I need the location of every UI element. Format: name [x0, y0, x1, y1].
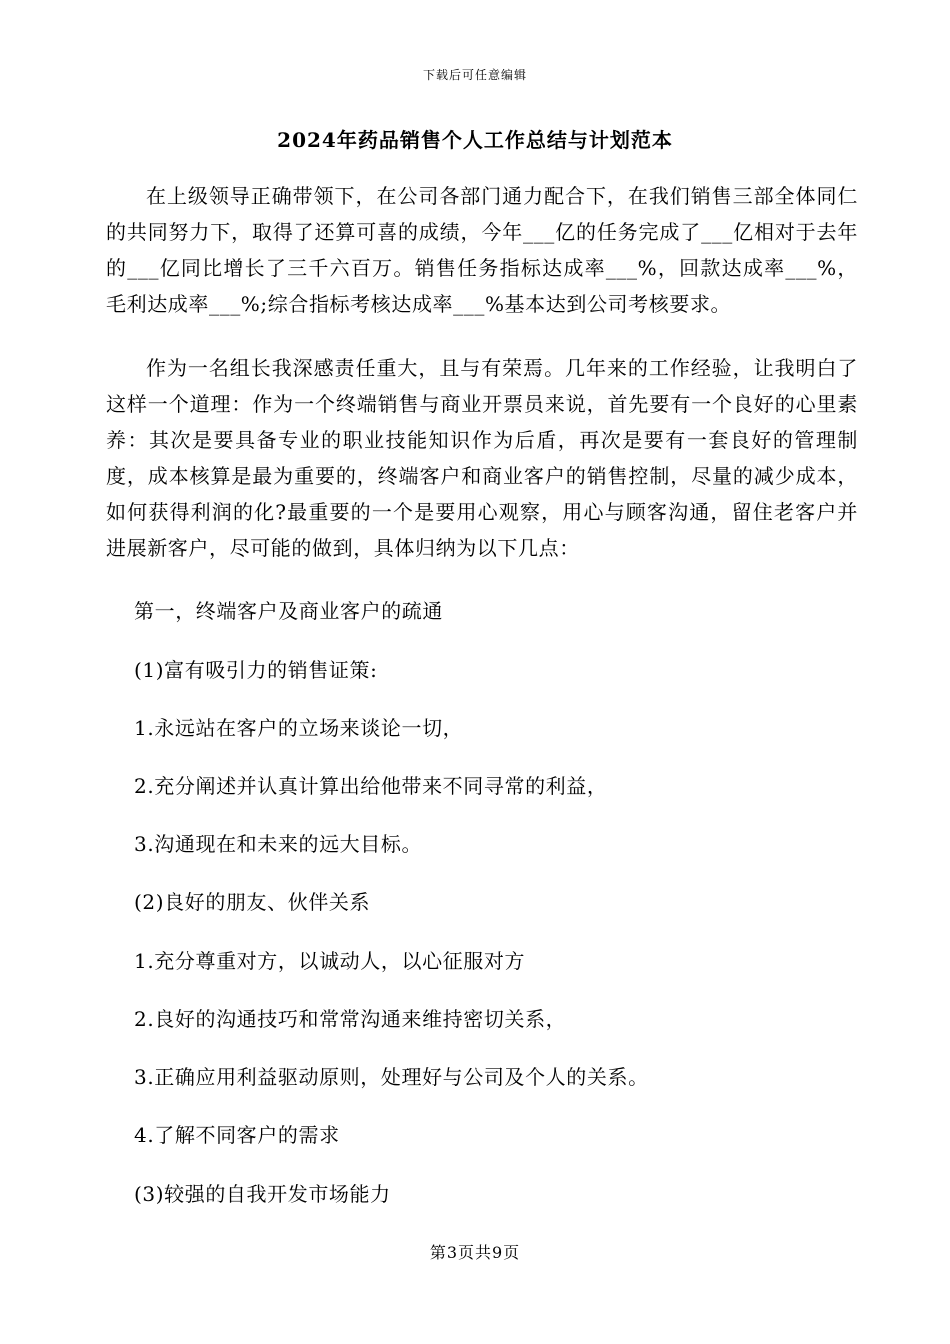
list-item: 1.充分尊重对方，以诚动人，以心征服对方 [134, 949, 526, 973]
list-item: 3.沟通现在和未来的远大目标。 [134, 832, 423, 856]
list-item: 2.良好的沟通技巧和常常沟通来维持密切关系， [134, 1007, 567, 1031]
paragraph-1: 在上级领导正确带领下，在公司各部门通力配合下，在我们销售三部全体同仁的共同努力下，取得了还算可喜的成绩，今年___亿的任务完成了___亿相对于去年的___亿同比增长了三千六百万。销售任务指标达成率___%，回款达成率___%，毛利达成率___%;综合指标考核达成率___%基本达到公司考核要求。 [106, 184, 858, 316]
list-item: (3)较强的自我开发市场能力 [134, 1182, 391, 1206]
page-number: 第3页共9页 [429, 1243, 521, 1262]
paragraph-2: 作为一名组长我深感责任重大，且与有荣焉。几年来的工作经验，让我明白了这样一个道理：作为一个终端销售与商业开票员来说，首先要有一个良好的心里素养：其次是要具备专业的职业技能知识作为后盾，再次是要有一套良好的管理制度，成本核算是最为重要的，终端客户和商业客户的销售控制，尽量的减少成本，如何获得利润的化?最重要的一个是要用心观察，用心与顾客沟通，留住老客户并进展新客户，尽可能的做到，具体归纳为以下几点： [106, 356, 858, 560]
list-item: 第一，终端客户及商业客户的疏通 [134, 599, 443, 623]
list-item: 1.永远站在客户的立场来谈论一切， [134, 716, 464, 740]
header-note: 下载后可任意编辑 [422, 68, 527, 82]
list-item: 4.了解不同客户的需求 [134, 1123, 340, 1147]
document-title: 2024年药品销售个人工作总结与计划范本 [277, 128, 673, 152]
list-item: 2.充分阐述并认真计算出给他带来不同寻常的利益， [134, 774, 608, 798]
list-item: 3.正确应用利益驱动原则，处理好与公司及个人的关系。 [134, 1065, 649, 1089]
list-item: (1)富有吸引力的销售证策: [134, 658, 378, 682]
list-item: (2)良好的朋友、伙伴关系 [134, 890, 371, 914]
